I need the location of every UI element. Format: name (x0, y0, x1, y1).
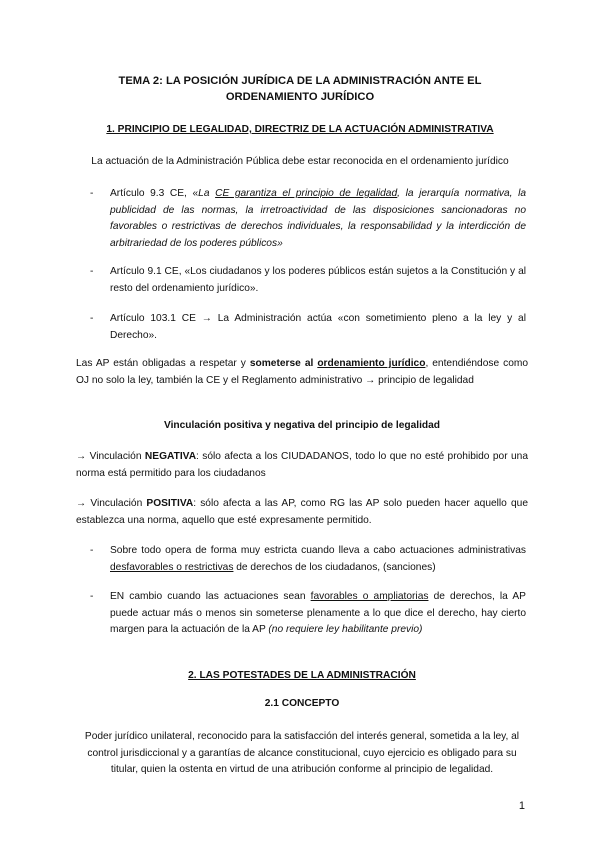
bullet-desfavorables: - Sobre todo opera de forma muy estricta cuando lleva a cabo actuaciones administrativas desfavorables o restrictivas de derechos de los ciudadanos, (sanciones) (90, 545, 526, 573)
vinculacion-positiva: → Vinculación POSITIVA: sólo afecta a las AP, como RG las AP solo pueden hacer aquello que establezca una norma, aquello que esté expresamente permitido. (76, 498, 528, 526)
section1-heading: 1. PRINCIPIO DE LEGALIDAD, DIRECTRIZ DE LA ACTUACIÓN ADMINISTRATIVA (106, 124, 494, 135)
vinculacion-negativa: → Vinculación NEGATIVA: sólo afecta a los CIUDADANOS, todo lo que no esté prohibido por una norma está permitido para los ciudadanos (76, 451, 528, 479)
bullet-art-9-3: - Artículo 9.3 CE, «La CE garantiza el principio de legalidad, la jerarquía normativa, la publicidad de las normas, la irretroactividad de las disposiciones sancionadoras no favorables o restrictivas de derechos individuales, la responsabilidad y la interdicción de arbitrariedad de los poderes públicos» (90, 188, 526, 249)
bullet-art-103-1: - Artículo 103.1 CE → La Administración actúa «con sometimiento pleno a la ley y al Derecho». (90, 313, 526, 341)
section2-subheading: 2.1 CONCEPTO (264, 698, 340, 709)
vinculacion-heading: Vinculación positiva y negativa del principio de legalidad (163, 420, 441, 431)
document-title: TEMA 2: LA POSICIÓN JURÍDICA DE LA ADMINISTRACIÓN ANTE EL ORDENAMIENTO JURÍDICO (118, 75, 482, 103)
page-number: 1 (518, 800, 525, 812)
bullet-art-9-1: - Artículo 9.1 CE, «Los ciudadanos y los poderes públicos están sujetos a la Constitución y al resto del ordenamiento jurídico». (90, 266, 526, 294)
legalidad-underline: CE garantiza el principio de legalidad (215, 188, 398, 199)
section1-intro: La actuación de la Administración Pública debe estar reconocida en el ordenamiento jurídico (91, 156, 509, 167)
legality-paragraph: Las AP están obligadas a respetar y someterse al ordenamiento jurídico, entendiéndose como OJ no solo la ley, también la CE y el Reglamento administrativo → principio de legalidad (76, 358, 529, 386)
bullet-favorables: - EN cambio cuando las actuaciones sean favorables o ampliatorias de derechos, la AP puede actuar más o menos sin someterse plenamente a lo que dice el derecho, hay cierto margen para la actuación de la AP (no requiere ley habilitante previo) (90, 591, 526, 635)
bullet-dash: - (90, 188, 94, 199)
bullet-art-label: Artículo 9.3 CE, « (110, 188, 199, 199)
concepto-paragraph: Poder jurídico unilateral, reconocido para la satisfacción del interés general, sometida a la ley, al control jurisdiccional y a garantías de alcance constitucional, cuyo ejercicio es obligado para su titular, quien la ostenta en virtud de una atribución conforme al principio de legalidad. (84, 731, 520, 775)
section2-heading: 2. LAS POTESTADES DE LA ADMINISTRACIÓN (188, 670, 416, 681)
